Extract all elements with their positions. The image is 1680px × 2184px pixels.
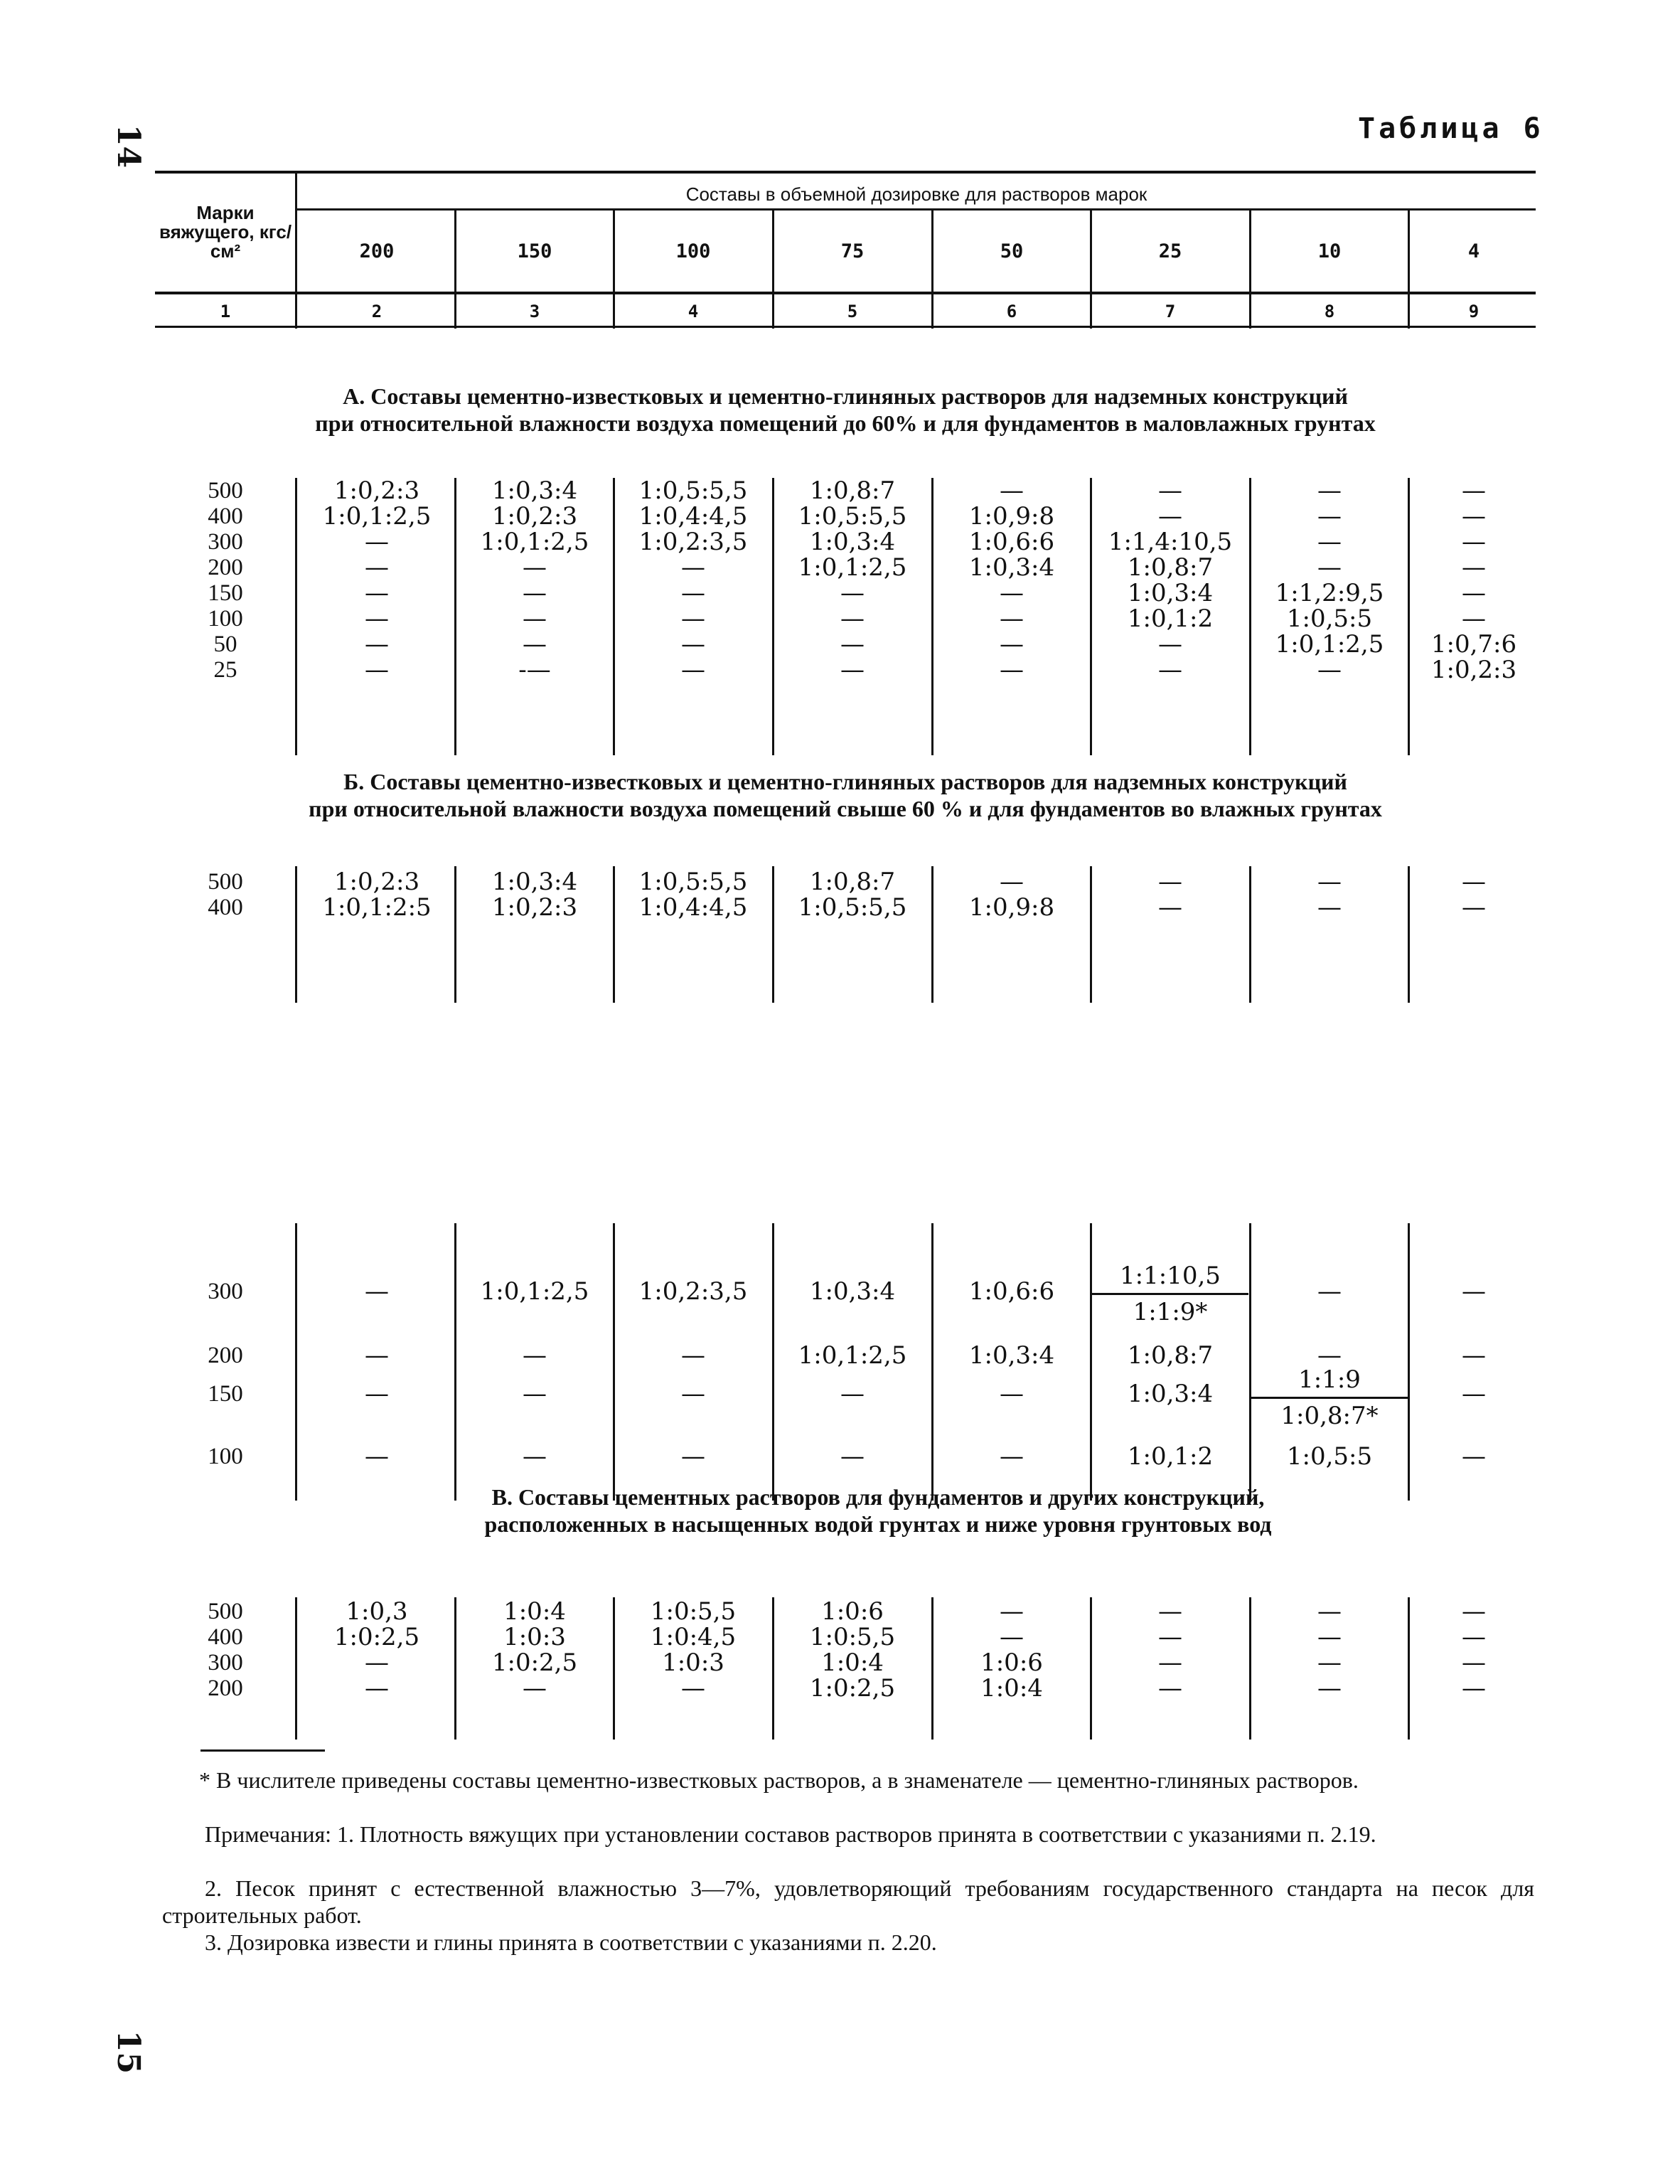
binder-mark-label: 50 (213, 632, 237, 657)
table-cell: 1:0,1:2,5 (322, 502, 432, 531)
table-cell: 1:0,6:6 (968, 1277, 1055, 1306)
binder-mark-label: 150 (208, 580, 243, 606)
table-cell: 1:0,2:3 (333, 476, 420, 505)
binder-mark-label: 100 (208, 606, 243, 632)
table-cell: — (1462, 476, 1486, 505)
binder-mark-label: 500 (208, 1599, 243, 1624)
table-cell: 1:0,1:2,5 (480, 1277, 589, 1306)
table-cell: — (1000, 604, 1024, 633)
table-cell: — (365, 528, 389, 556)
section-b-title: Б. Составы цементно-известковых и цементно-глиняных растворов для надземных конструкций при относительной влажности воздуха помещений свыше 60 % и для фундаментов во влажных грунтах (309, 769, 1382, 821)
table-cell: — (681, 656, 705, 684)
table-cell: 1:0,1:2,5 (480, 528, 589, 556)
table-cell: 1:0,5:5,5 (638, 476, 748, 505)
table-cell: 1:0:3 (503, 1623, 566, 1651)
table-cell: — (1462, 1341, 1486, 1370)
table-cell: — (1000, 1380, 1024, 1408)
binder-mark-label: 200 (208, 1676, 243, 1701)
span-header: Составы в объемной дозировке для растворов марок (685, 183, 1147, 205)
table-cell: 1:0:6 (821, 1597, 884, 1626)
table-cell: 1:0,5:5 (1286, 604, 1373, 633)
table-cell: — (681, 1380, 705, 1408)
table-cell: — (1000, 476, 1024, 505)
table-cell: 1:0,7:6 (1430, 630, 1517, 659)
table-cell: — (1000, 868, 1024, 896)
table-cell: — (1158, 656, 1182, 684)
mark-header: 200 (359, 240, 395, 262)
note-2: 2. Песок принят с естественной влажностью 3—7%, удовлетворяющий требованиям государственного стандарта на песок для строительных работ. (162, 1875, 1534, 1928)
table-cell: — (1000, 1442, 1024, 1471)
table-cell: — (840, 579, 865, 607)
table-cell: — (365, 553, 389, 582)
note-3: 3. Дозировка извести и глины принята в соответствии с указаниями п. 2.20. (205, 1929, 937, 1955)
table-cell: 1:0,8:7 (1127, 553, 1214, 582)
table-cell: — (365, 604, 389, 633)
table-cell: — (1317, 1597, 1342, 1626)
table-cell: — (681, 1341, 705, 1370)
table-cell: — (365, 1674, 389, 1703)
table-cell: 1:0,5:5,5 (638, 868, 748, 896)
mark-header: 150 (517, 240, 552, 262)
table-cell: — (1000, 630, 1024, 659)
fraction-numerator: 1:1:9 (1251, 1365, 1408, 1399)
note-1: Примечания: 1. Плотность вяжущих при установлении составов растворов принята в соответствии с указаниями п. 2.19. (205, 1821, 1376, 1847)
table-cell: — (681, 604, 705, 633)
table-cell: — (1462, 528, 1486, 556)
table-cell: — (1462, 1674, 1486, 1703)
table-cell: — (1317, 553, 1342, 582)
table-cell: 1:0:2,5 (809, 1674, 896, 1703)
table-cell: — (1462, 1623, 1486, 1651)
table-cell: — (523, 579, 547, 607)
binder-column-header: Марки вяжущего, кгс/см² (159, 202, 292, 262)
table-cell: 1:0,3:4 (968, 553, 1055, 582)
binder-mark-label: 100 (208, 1444, 243, 1469)
binder-mark-label: 25 (213, 657, 237, 683)
column-index: 5 (847, 302, 858, 321)
column-index: 8 (1324, 302, 1335, 321)
table-cell: — (365, 579, 389, 607)
binder-mark-label: 500 (208, 478, 243, 504)
fraction-numerator: 1:1:10,5 (1092, 1262, 1248, 1295)
table-cell: — (1462, 502, 1486, 531)
table-cell: — (840, 1442, 865, 1471)
binder-mark-label: 200 (208, 555, 243, 580)
table-cell: — (1317, 1648, 1342, 1677)
column-divider (295, 1223, 297, 1501)
binder-mark-label: 400 (208, 895, 243, 920)
column-divider (295, 866, 297, 1003)
table-cell: 1:0,5:5 (1286, 1442, 1373, 1471)
table-cell: — (1462, 1380, 1486, 1408)
table-cell: — (1317, 1277, 1342, 1306)
mark-header: 100 (675, 240, 711, 262)
table-cell: — (1317, 1674, 1342, 1703)
table-cell: — (1462, 1442, 1486, 1471)
table-cell: 1:0,8:7 (809, 868, 896, 896)
table-cell: 1:0,2:3 (1430, 656, 1517, 684)
table-cell: — (1158, 502, 1182, 531)
table-cell: — (365, 1341, 389, 1370)
table-cell: 1:0,9:8 (968, 893, 1055, 922)
footnote: * В числителе приведены составы цементно-известковых растворов, а в знаменателе — цементно-глиняных растворов. (199, 1767, 1359, 1793)
table-cell: 1:0,4:4,5 (638, 893, 748, 922)
table-cell: — (840, 630, 865, 659)
table-cell: 1:0:4,5 (650, 1623, 737, 1651)
table-cell: 1:0:2,5 (333, 1623, 420, 1651)
table-cell: 1:0,6:6 (968, 528, 1055, 556)
table-cell: — (1317, 476, 1342, 505)
fraction-cell (1251, 1365, 1408, 1430)
table-cell: — (523, 553, 547, 582)
table-cell: — (681, 630, 705, 659)
binder-mark-label: 150 (208, 1381, 243, 1407)
table-cell: — (523, 1341, 547, 1370)
table-cell: -— (518, 656, 551, 684)
table-cell: 1:0:2,5 (491, 1648, 578, 1677)
table-cell: — (1462, 553, 1486, 582)
table-cell: 1:0:5,5 (809, 1623, 896, 1651)
table-cell: — (1317, 502, 1342, 531)
table-cell: 1:0,4:4,5 (638, 502, 748, 531)
table-cell: 1:0,3:4 (809, 1277, 896, 1306)
fraction-cell (1092, 1262, 1248, 1326)
table-cell: — (523, 1380, 547, 1408)
column-divider (295, 478, 297, 755)
table-cell: 1:0,3:4 (491, 868, 578, 896)
table-cell: — (1158, 868, 1182, 896)
table-cell: 1:0,2:3 (491, 893, 578, 922)
table-cell: 1:0:3 (662, 1648, 724, 1677)
table-cell: 1:0,5:5,5 (798, 893, 907, 922)
table-cell: — (1317, 528, 1342, 556)
column-index: 3 (529, 302, 540, 321)
table-cell: — (523, 604, 547, 633)
table-cell: — (365, 1648, 389, 1677)
table-cell: 1:0,9:8 (968, 502, 1055, 531)
page-number-bottom: 15 (110, 2030, 147, 2074)
table-cell: 1:0,1:2 (1127, 604, 1214, 633)
table-cell: — (523, 1674, 547, 1703)
table-cell: — (681, 579, 705, 607)
table-cell: — (1317, 868, 1342, 896)
mark-header: 25 (1158, 240, 1182, 262)
table-cell: — (1158, 1674, 1182, 1703)
table-cell: — (1158, 1623, 1182, 1651)
table-cell: 1:0,2:3 (333, 868, 420, 896)
table-cell: — (523, 630, 547, 659)
table-cell: 1:1,2:9,5 (1275, 579, 1384, 607)
section-a-title: А. Составы цементно-известковых и цементно-глиняных растворов для надземных конструкций при относительной влажности воздуха помещений до 60% и для фундаментов в маловлажных грунтах (315, 383, 1376, 436)
table-cell: — (840, 604, 865, 633)
binder-mark-label: 400 (208, 1624, 243, 1650)
binder-mark-label: 300 (208, 1650, 243, 1676)
table-cell: — (523, 1442, 547, 1471)
mark-header: 75 (840, 240, 865, 262)
footnote-rule (200, 1749, 325, 1752)
table-cell: — (1462, 868, 1486, 896)
table-cell: — (1462, 579, 1486, 607)
column-index: 1 (220, 302, 231, 321)
table-cell: — (1317, 1341, 1342, 1370)
table-cell: 1:0,1:2,5 (1275, 630, 1384, 659)
table-cell: — (1317, 893, 1342, 922)
table-cell: 1:0,5:5,5 (798, 502, 907, 531)
table-cell: 1:1,4:10,5 (1108, 528, 1233, 556)
binder-mark-label: 400 (208, 504, 243, 529)
binder-mark-label: 300 (208, 529, 243, 555)
table-cell: 1:0,3:4 (491, 476, 578, 505)
table-cell: — (840, 656, 865, 684)
table-cell: 1:0,1:2,5 (798, 1341, 907, 1370)
table-cell: — (365, 1442, 389, 1471)
table-cell: 1:0,1:2,5 (798, 553, 907, 582)
table-cell: 1:0,2:3,5 (638, 1277, 748, 1306)
table-cell: — (1158, 476, 1182, 505)
table-cell: 1:0,8:7 (809, 476, 896, 505)
column-index: 6 (1006, 302, 1017, 321)
mark-header: 50 (1000, 240, 1024, 262)
table-cell: 1:0,2:3 (491, 502, 578, 531)
page-number-top: 14 (110, 124, 147, 169)
mark-header: 4 (1467, 240, 1480, 262)
binder-mark-label: 500 (208, 869, 243, 895)
table-cell: 1:0,3 (346, 1597, 408, 1626)
table-cell: 1:0,3:4 (809, 528, 896, 556)
column-divider (295, 1597, 297, 1740)
table-cell: — (1000, 1597, 1024, 1626)
table-cell: — (365, 1277, 389, 1306)
table-cell: — (1462, 1648, 1486, 1677)
table-cell: 1:0,3:4 (1127, 579, 1214, 607)
table-cell: 1:0:4 (503, 1597, 566, 1626)
table-cell: — (1158, 1648, 1182, 1677)
table-cell: — (681, 553, 705, 582)
table-cell: — (681, 1674, 705, 1703)
fraction-denominator: 1:1:9* (1133, 1298, 1208, 1326)
table-cell: — (1158, 893, 1182, 922)
section-v-title: В. Составы цементных растворов для фундаментов и других конструкций, расположенных в насыщенных водой грунтах и ниже уровня грунтовых вод (484, 1484, 1272, 1537)
mark-header: 10 (1317, 240, 1342, 262)
table-cell: 1:0,3:4 (968, 1341, 1055, 1370)
table-cell: 1:0,3:4 (1127, 1380, 1214, 1408)
table-cell: — (681, 1442, 705, 1471)
table-cell: 1:0:5,5 (650, 1597, 737, 1626)
binder-mark-label: 300 (208, 1279, 243, 1304)
column-index: 9 (1468, 302, 1480, 321)
table-cell: 1:0,8:7 (1127, 1341, 1214, 1370)
table-cell: — (365, 630, 389, 659)
table-cell: — (840, 1380, 865, 1408)
table-cell: — (1462, 1597, 1486, 1626)
table-cell: — (365, 1380, 389, 1408)
table-cell: — (1462, 1277, 1486, 1306)
table-cell: 1:0:6 (980, 1648, 1043, 1677)
table-cell: — (1462, 604, 1486, 633)
table-title: Таблица 6 (1358, 112, 1544, 145)
table-cell: — (1000, 579, 1024, 607)
table-cell: — (1158, 630, 1182, 659)
table-cell: 1:0,1:2 (1127, 1442, 1214, 1471)
table-cell: — (1317, 656, 1342, 684)
table-cell: 1:0:4 (980, 1674, 1043, 1703)
table-cell: — (1317, 1623, 1342, 1651)
fraction-denominator: 1:0,8:7* (1280, 1402, 1379, 1430)
column-index: 4 (687, 302, 699, 321)
table-cell: — (365, 656, 389, 684)
binder-mark-label: 200 (208, 1343, 243, 1368)
table-cell: 1:0,1:2:5 (322, 893, 432, 922)
table-cell: 1:0,2:3,5 (638, 528, 748, 556)
table-cell: 1:0:4 (821, 1648, 884, 1677)
table-cell: — (1462, 893, 1486, 922)
column-index: 2 (371, 302, 382, 321)
table-cell: — (1000, 656, 1024, 684)
column-index: 7 (1165, 302, 1176, 321)
table-cell: — (1158, 1597, 1182, 1626)
table-cell: — (1000, 1623, 1024, 1651)
